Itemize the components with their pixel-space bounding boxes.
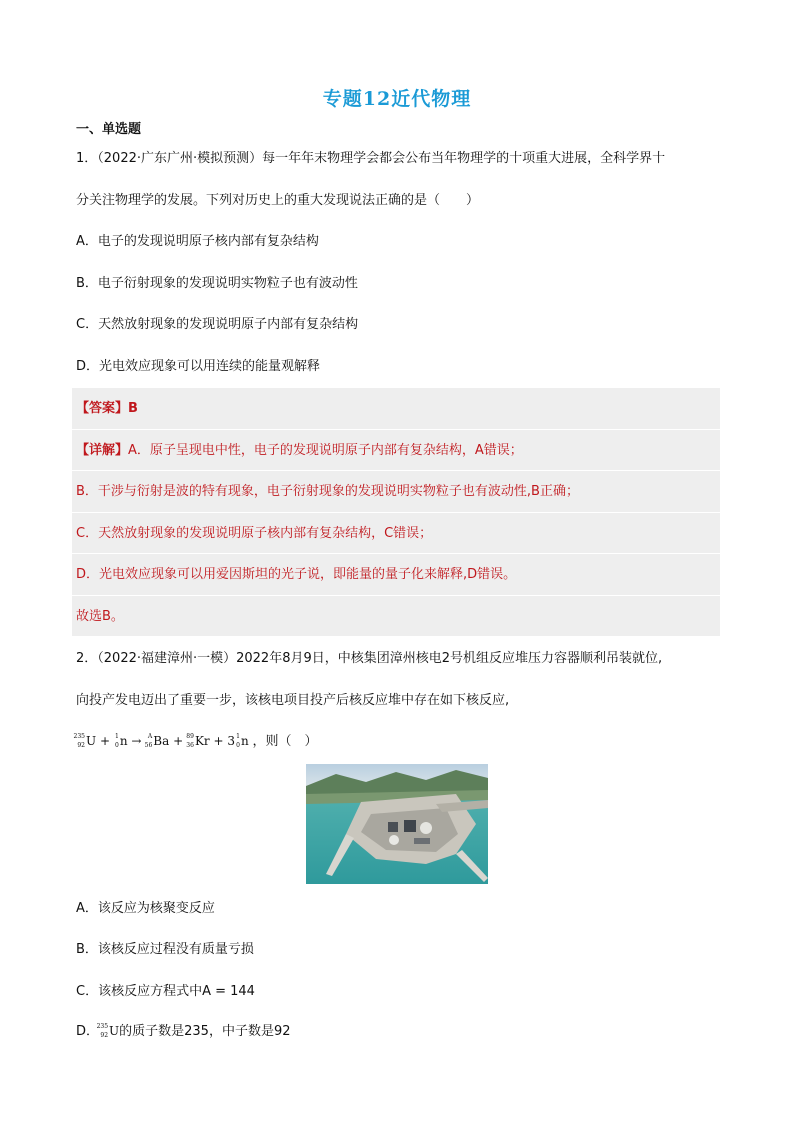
answer-panel	[72, 388, 720, 636]
n-mass-number: 1	[114, 732, 119, 740]
answer-label: 【答案】B	[76, 401, 138, 416]
n2-symbol: n	[240, 734, 249, 748]
u-charge-number: 92	[77, 741, 85, 749]
option-d-prefix: D．	[76, 1024, 100, 1039]
n-charge-number: 0	[114, 741, 119, 749]
question-1-option-d: D．光电效应现象可以用连续的能量观解释	[76, 359, 321, 374]
question-2-stem-line1: 2．（2022·福建漳州·一模）2022年8月9日，中核集团漳州核电2号机组反应堆压力容器顺利吊装就位,	[76, 651, 663, 666]
formula-suffix: ，则（ ）	[252, 734, 318, 749]
option-d-mass: 235	[96, 1022, 109, 1030]
question-1-stem-line1: 1．（2022·广东广州·模拟预测）每一年年末物理学会都会公布当年物理学的十项重大进展，全科学界十	[76, 151, 666, 166]
option-d-symbol: U	[109, 1024, 120, 1038]
question-2-option-d	[76, 1022, 291, 1041]
nuclear-reaction-formula: 235 92 U + 1 0 n → A 56 Ba + 89 36 Kr + 3 1 0 n ，则（ ）	[73, 732, 318, 749]
answer-detail-b: B．干涉与衍射是波的特有现象，电子衍射现象的发现说明实物粒子也有波动性,B正确；	[76, 484, 579, 499]
n2-mass-number: 1	[236, 732, 240, 740]
section-heading: 一、单选题	[76, 122, 142, 137]
question-2-option-b: B．该核反应过程没有质量亏损	[76, 942, 254, 957]
question-1-option-a: A．电子的发现说明原子核内部有复杂结构	[76, 234, 319, 249]
kr-mass-number: 89	[186, 732, 194, 740]
option-d-text: 的质子数是235，中子数是92	[119, 1024, 291, 1039]
u-mass-number: 235	[73, 732, 85, 740]
question-1-stem-line2: 分关注物理学的发展。下列对历史上的重大发现说法正确的是（ ）	[76, 193, 480, 208]
question-1-option-b: B．电子衍射现象的发现说明实物粒子也有波动性	[76, 276, 358, 291]
answer-conclusion: 故选B。	[76, 609, 124, 624]
question-1-option-c: C．天然放射现象的发现说明原子内部有复杂结构	[76, 317, 359, 332]
neutron-coefficient: 3	[227, 734, 235, 748]
answer-detail-a	[76, 442, 523, 460]
ba-mass-number: A	[147, 732, 153, 740]
answer-detail-d: D．光电效应现象可以用爱因斯坦的光子说，即能量的量子化来解释,D错误。	[76, 567, 517, 582]
question-2-stem-line2: 向投产发电迈出了重要一步，该核电项目投产后核反应堆中存在如下核反应,	[76, 693, 510, 708]
kr-symbol: Kr	[194, 734, 210, 748]
ba-symbol: Ba	[153, 734, 170, 748]
answer-detail-c: C．天然放射现象的发现说明原子核内部有复杂结构，C错误；	[76, 526, 433, 541]
question-2-option-c: C．该核反应方程式中A = 144	[76, 984, 255, 999]
detail-a-text: A．原子呈现电中性，电子的发现说明原子内部有复杂结构，A错误；	[128, 443, 523, 458]
n-symbol: n	[119, 734, 128, 748]
page-title: 专题12近代物理	[322, 88, 472, 110]
ba-charge-number: 56	[144, 741, 153, 749]
u-symbol: U	[86, 734, 97, 748]
detail-label: 【详解】	[76, 443, 129, 458]
reaction-arrow-icon: →	[131, 734, 142, 748]
kr-charge-number: 36	[186, 741, 194, 749]
question-2-option-a: A．该反应为核聚变反应	[76, 901, 215, 916]
nuclear-plant-photo	[306, 764, 488, 884]
option-d-charge: 92	[100, 1031, 109, 1039]
n2-charge-number: 0	[236, 741, 240, 749]
